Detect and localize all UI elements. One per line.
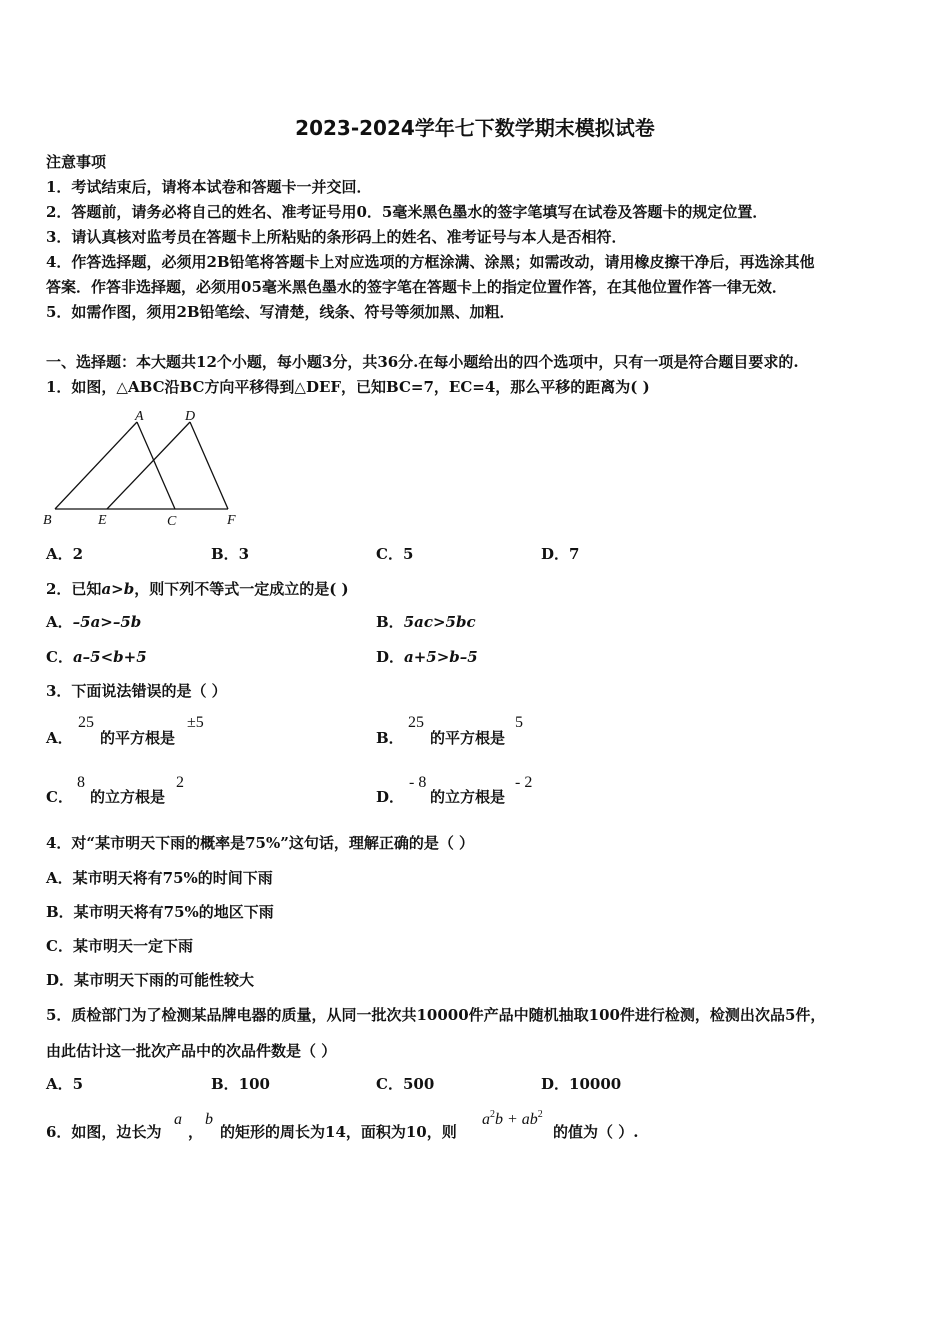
q3-option-b-text: 的平方根是	[430, 729, 506, 747]
side-AC	[137, 422, 175, 509]
q4-stem: 4．对“某市明天下雨的概率是75%”这句话，理解正确的是（ ）	[46, 834, 475, 852]
side-DE	[107, 422, 190, 509]
label-B: B	[43, 513, 52, 528]
q3-option-c-text: 的立方根是	[90, 788, 166, 806]
q3-option-c-number: 8	[77, 774, 85, 791]
q5-option-d: D．10000	[541, 1075, 622, 1093]
triangle-translation-figure	[40, 402, 250, 532]
q4-option-c: C．某市明天一定下雨	[46, 937, 193, 955]
q5-stem-line2: 由此估计这一批次产品中的次品件数是（ ）	[46, 1042, 337, 1060]
q1-option-a: A．2	[46, 545, 84, 563]
q5-option-b: B．100	[211, 1075, 270, 1093]
q6-comma: ，	[188, 1123, 204, 1141]
notice-item: 4．作答选择题，必须用2B铅笔将答题卡上对应选项的方框涂满、涂黑；如需改动，请用橡皮擦干净后，再选涂其他	[46, 253, 815, 271]
q1-option-d: D．7	[541, 545, 580, 563]
q6-stem-part3: 的值为（ ）.	[553, 1123, 639, 1141]
q6-expression: $a^2b + ab^2$	[482, 1109, 543, 1128]
notice-heading: 注意事项	[46, 153, 107, 171]
q6-stem-part1: 6．如图，边长为	[46, 1123, 162, 1141]
q5-option-a: A．5	[46, 1075, 84, 1093]
q2-option-a: A．–5a>–5b	[46, 613, 142, 631]
q5-stem-line1: 5．质检部门为了检测某品牌电器的质量，从同一批次共10000件产品中随机抽取100件进行检测，检测出次品5件，	[46, 1006, 826, 1024]
q4-option-b: B．某市明天将有75%的地区下雨	[46, 903, 274, 921]
section-heading: 一、选择题：本大题共12个小题，每小题3分，共36分.在每小题给出的四个选项中，只有一项是符合题目要求的.	[46, 353, 799, 371]
page-title: 2023-2024学年七下数学期末模拟试卷	[295, 116, 655, 140]
q2-option-d: D．a+5>b–5	[376, 648, 478, 666]
q3-option-a-answer: ±5	[187, 714, 204, 731]
q3-option-c: C．	[46, 788, 73, 806]
label-E: E	[98, 513, 107, 528]
q2-option-c: C．a–5<b+5	[46, 648, 147, 666]
q3-option-d-answer: - 2	[515, 774, 533, 791]
q3-option-d-number: - 8	[409, 774, 427, 791]
q3-option-d: D．	[376, 788, 405, 806]
q1-option-c: C．5	[376, 545, 414, 563]
side-DF	[190, 422, 228, 509]
label-F: F	[227, 513, 236, 528]
side-AB	[55, 422, 137, 509]
notice-item: 5．如需作图，须用2B铅笔绘、写清楚，线条、符号等须加黑、加粗．	[46, 303, 515, 321]
notice-item: 2．答题前，请务必将自己的姓名、准考证号用0．5毫米黑色墨水的签字笔填写在试卷及答题卡的规定位置．	[46, 203, 768, 221]
q6-stem-part2: 的矩形的周长为14，面积为10，则	[220, 1123, 457, 1141]
notice-item: 1．考试结束后，请将本试卷和答题卡一并交回．	[46, 178, 372, 196]
q3-option-b: B．	[376, 729, 404, 747]
notice-item: 3．请认真核对监考员在答题卡上所粘贴的条形码上的姓名、准考证号与本人是否相符．	[46, 228, 627, 246]
q3-option-a-number: 25	[78, 714, 94, 731]
notice-item: 答案．作答非选择题，必须用05毫米黑色墨水的签字笔在答题卡上的指定位置作答，在其他位置作答一律无效．	[46, 278, 787, 296]
q1-option-b: B．3	[211, 545, 250, 563]
q6-var-a: a	[174, 1111, 182, 1128]
q3-option-b-answer: 5	[515, 714, 523, 731]
q3-option-d-text: 的立方根是	[430, 788, 506, 806]
q4-option-a: A．某市明天将有75%的时间下雨	[46, 869, 273, 887]
q6-var-b: b	[205, 1111, 213, 1128]
q1-stem: 1．如图，△ABC沿BC方向平移得到△DEF，已知BC=7，EC=4，那么平移的距离为( )	[46, 378, 650, 396]
label-A: A	[135, 409, 144, 424]
q2-option-b: B．5ac>5bc	[376, 613, 476, 631]
q3-option-a-text: 的平方根是	[100, 729, 176, 747]
q4-option-d: D．某市明天下雨的可能性较大	[46, 971, 255, 989]
q3-stem: 3．下面说法错误的是（ ）	[46, 682, 227, 700]
label-D: D	[185, 409, 196, 424]
q2-stem: 2．已知a>b，则下列不等式一定成立的是( )	[46, 580, 349, 598]
label-C: C	[167, 514, 177, 529]
q3-option-c-answer: 2	[176, 774, 184, 791]
q3-option-b-number: 25	[408, 714, 424, 731]
q5-option-c: C．500	[376, 1075, 435, 1093]
q3-option-a: A．	[46, 729, 73, 747]
